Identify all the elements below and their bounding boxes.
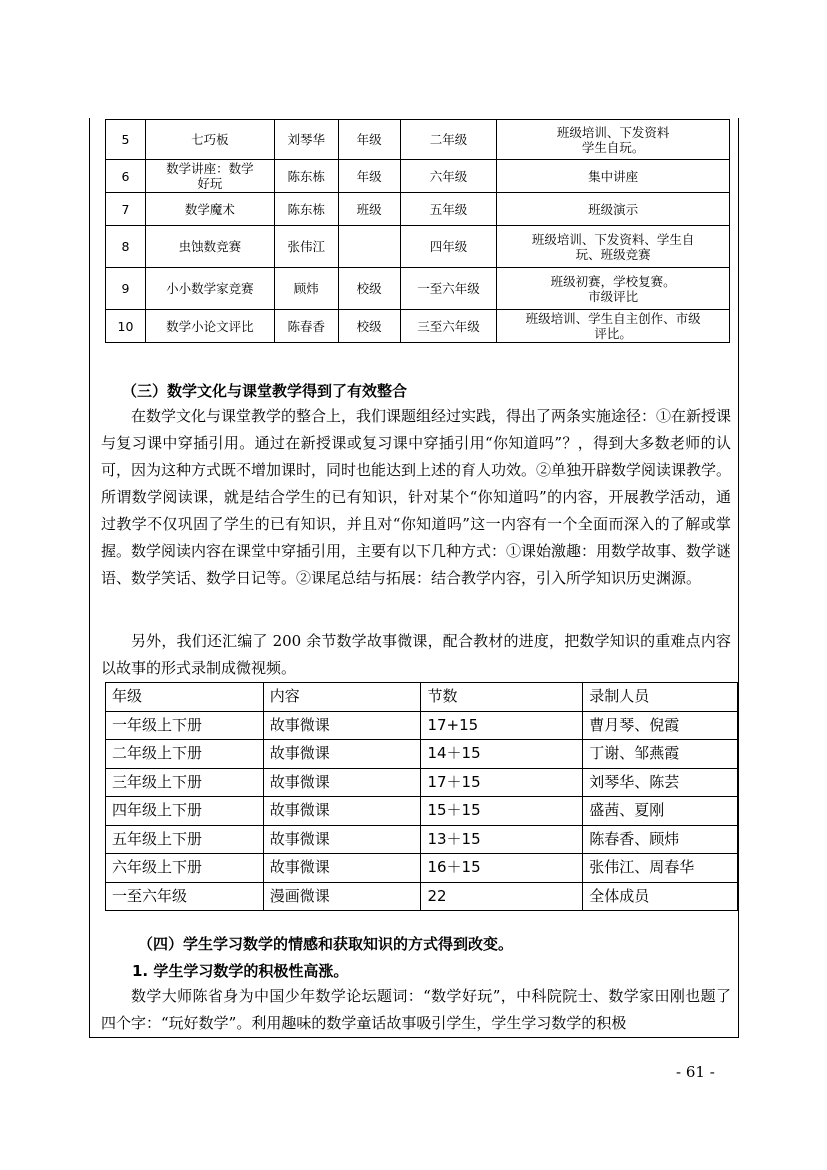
level: [338, 226, 400, 268]
table-row: [106, 768, 738, 797]
column-header: 节数: [421, 683, 583, 712]
section4-paragraph: 数学大师陈省身为中国少年数学论坛题词：“数学好玩”，中科院院士、数学家田刚也题了四个字：“玩好数学”。利用趣味的数学童话故事吸引学生，学生学习数学的积极: [101, 987, 731, 1032]
section4-heading: （四）学生学习数学的情感和获取知识的方式得到改变。: [138, 935, 514, 953]
row-number: 6: [106, 160, 146, 193]
activity-form: [497, 160, 730, 193]
table-cell: 故事微课: [263, 854, 421, 883]
activity-form-line: 集中讲座: [588, 168, 639, 184]
activity-name: [145, 120, 274, 160]
section3-paragraph-2: 另外，我们还汇编了 200 余节数学故事微课，配合教材的进度，把数学知识的重难点内容以故事的形式录制成微视频。: [101, 632, 731, 677]
activity-form: [497, 193, 730, 226]
table-row: [106, 711, 738, 740]
teacher: 陈东栋: [274, 193, 338, 226]
table-cell: 陈春香、顾炜: [583, 825, 738, 854]
table-cell: 曹月琴、倪霞: [583, 711, 738, 740]
table-row: [106, 740, 738, 769]
teacher: 陈东栋: [274, 160, 338, 193]
activity-name-line: 数学魔术: [184, 201, 235, 217]
table-cell: 故事微课: [263, 768, 421, 797]
grade: 一至六年级: [400, 268, 497, 310]
table-cell: 盛茜、夏刚: [583, 797, 738, 826]
activity-row: [106, 120, 730, 160]
table-cell: 丁谢、邹燕霞: [583, 740, 738, 769]
activity-name: [145, 193, 274, 226]
activity-form: [497, 226, 730, 268]
page-number: - 61 -: [676, 1063, 715, 1081]
table-cell: 一年级上下册: [106, 711, 264, 740]
table-cell: 故事微课: [263, 797, 421, 826]
row-number: 10: [106, 310, 146, 343]
section3-heading: （三）数学文化与课堂教学得到了有效整合: [122, 382, 408, 400]
table-cell: 六年级上下册: [106, 854, 264, 883]
row-number: 7: [106, 193, 146, 226]
activity-name: [145, 268, 274, 310]
row-number: 5: [106, 120, 146, 160]
activity-form-line: 班级培训、下发资料: [556, 124, 670, 140]
table-cell: 故事微课: [263, 711, 421, 740]
activity-name-line: 数学讲座：数学: [166, 161, 254, 176]
activity-name-line: 虫蚀数竞赛: [178, 239, 242, 254]
row-number: 9: [106, 268, 146, 310]
activity-row: [106, 160, 730, 193]
teacher: 刘琴华: [274, 120, 338, 160]
activity-row: [106, 226, 730, 268]
activity-form-line: 班级演示: [588, 201, 639, 217]
activity-row: [106, 268, 730, 310]
grade: 二年级: [400, 120, 497, 160]
activity-form-line: 市级评比: [588, 288, 639, 304]
activity-row: [106, 310, 730, 343]
activity-name-line: 七巧板: [191, 132, 229, 147]
level: 校级: [338, 310, 400, 343]
activity-row: [106, 193, 730, 226]
section3-paragraph-1: 在数学文化与课堂教学的整合上，我们课题组经过实践，得出了两条实施途径：①在新授课与复习课中穿插引用。通过在新授课或复习课中穿插引用“你知道吗”？，得到大多数老师的认可，因为这种方式既不增加课时，同时也能达到上述的育人功效。②单独开辟数学阅读课教学。所谓数学阅读课，就是结合学生的已有知识，针对某个“你知道吗”的内容，开展教学活动，通过教学不仅巩固了学生的已有知识，并且对“你知道吗”这一内容有一个全面而深入的了解或掌握。数学阅读内容在课堂中穿插引用，主要有以下几种方式：①课始激趣：用数学故事、数学谜语、数学笑话、数学日记等。②课尾总结与拓展：结合教学内容，引入所学知识历史渊源。: [101, 407, 732, 587]
activity-name: [145, 310, 274, 343]
table-row: [106, 882, 738, 911]
column-header: 年级: [106, 683, 264, 712]
activity-form-line: 班级培训、学生自主创作、市级: [525, 311, 701, 326]
activity-name-line: 数学小论文评比: [166, 318, 254, 334]
activity-form-line: 班级培训、下发资料、学生自: [531, 231, 695, 247]
level: 班级: [338, 193, 400, 226]
micro-lesson-table: [105, 682, 738, 911]
activity-table: [105, 119, 730, 343]
grade: 三至六年级: [400, 310, 497, 343]
header-row: [106, 683, 738, 712]
activity-form: [497, 268, 730, 310]
column-header: 内容: [263, 683, 421, 712]
table-cell: 张伟江、周春华: [583, 854, 738, 883]
table-row: [106, 854, 738, 883]
table-cell: 五年级上下册: [106, 825, 264, 854]
activity-form: [497, 310, 730, 343]
grade: 五年级: [400, 193, 497, 226]
column-header: 录制人员: [583, 683, 738, 712]
activity-name: [145, 160, 274, 193]
table-cell: 16＋15: [421, 854, 583, 883]
teacher: 张伟江: [274, 226, 338, 268]
table-cell: 三年级上下册: [106, 768, 264, 797]
table-cell: 17+15: [421, 711, 583, 740]
table-cell: 四年级上下册: [106, 797, 264, 826]
level: 年级: [338, 120, 400, 160]
table-row: [106, 825, 738, 854]
section4-subheading: 1. 学生学习数学的积极性高涨。: [132, 962, 349, 980]
activity-form: [497, 120, 730, 160]
table-cell: 14＋15: [421, 740, 583, 769]
table-cell: 二年级上下册: [106, 740, 264, 769]
activity-name-line: 小小数学家竞赛: [166, 281, 254, 296]
table-cell: 15＋15: [421, 797, 583, 826]
table-cell: 故事微课: [263, 825, 421, 854]
activity-form-line: 玩、班级竞赛: [575, 246, 651, 262]
table-cell: 22: [421, 882, 583, 911]
row-number: 8: [106, 226, 146, 268]
activity-form-line: 学生自玩。: [581, 139, 645, 155]
teacher: 顾炜: [274, 268, 338, 310]
grade: 四年级: [400, 226, 497, 268]
table-cell: 全体成员: [583, 882, 738, 911]
activity-name-line: 好玩: [197, 176, 223, 191]
table-cell: 刘琴华、陈芸: [583, 768, 738, 797]
table-cell: 17＋15: [421, 768, 583, 797]
table-row: [106, 797, 738, 826]
level: 年级: [338, 160, 400, 193]
level: 校级: [338, 268, 400, 310]
table-cell: 一至六年级: [106, 882, 264, 911]
table-cell: 故事微课: [263, 740, 421, 769]
activity-form-line: 评比。: [594, 326, 632, 341]
grade: 六年级: [400, 160, 497, 193]
table-cell: 13＋15: [421, 825, 583, 854]
table-cell: 漫画微课: [263, 882, 421, 911]
activity-form-line: 班级初赛，学校复赛。: [550, 273, 676, 289]
teacher: 陈春香: [274, 310, 338, 343]
activity-name: [145, 226, 274, 268]
